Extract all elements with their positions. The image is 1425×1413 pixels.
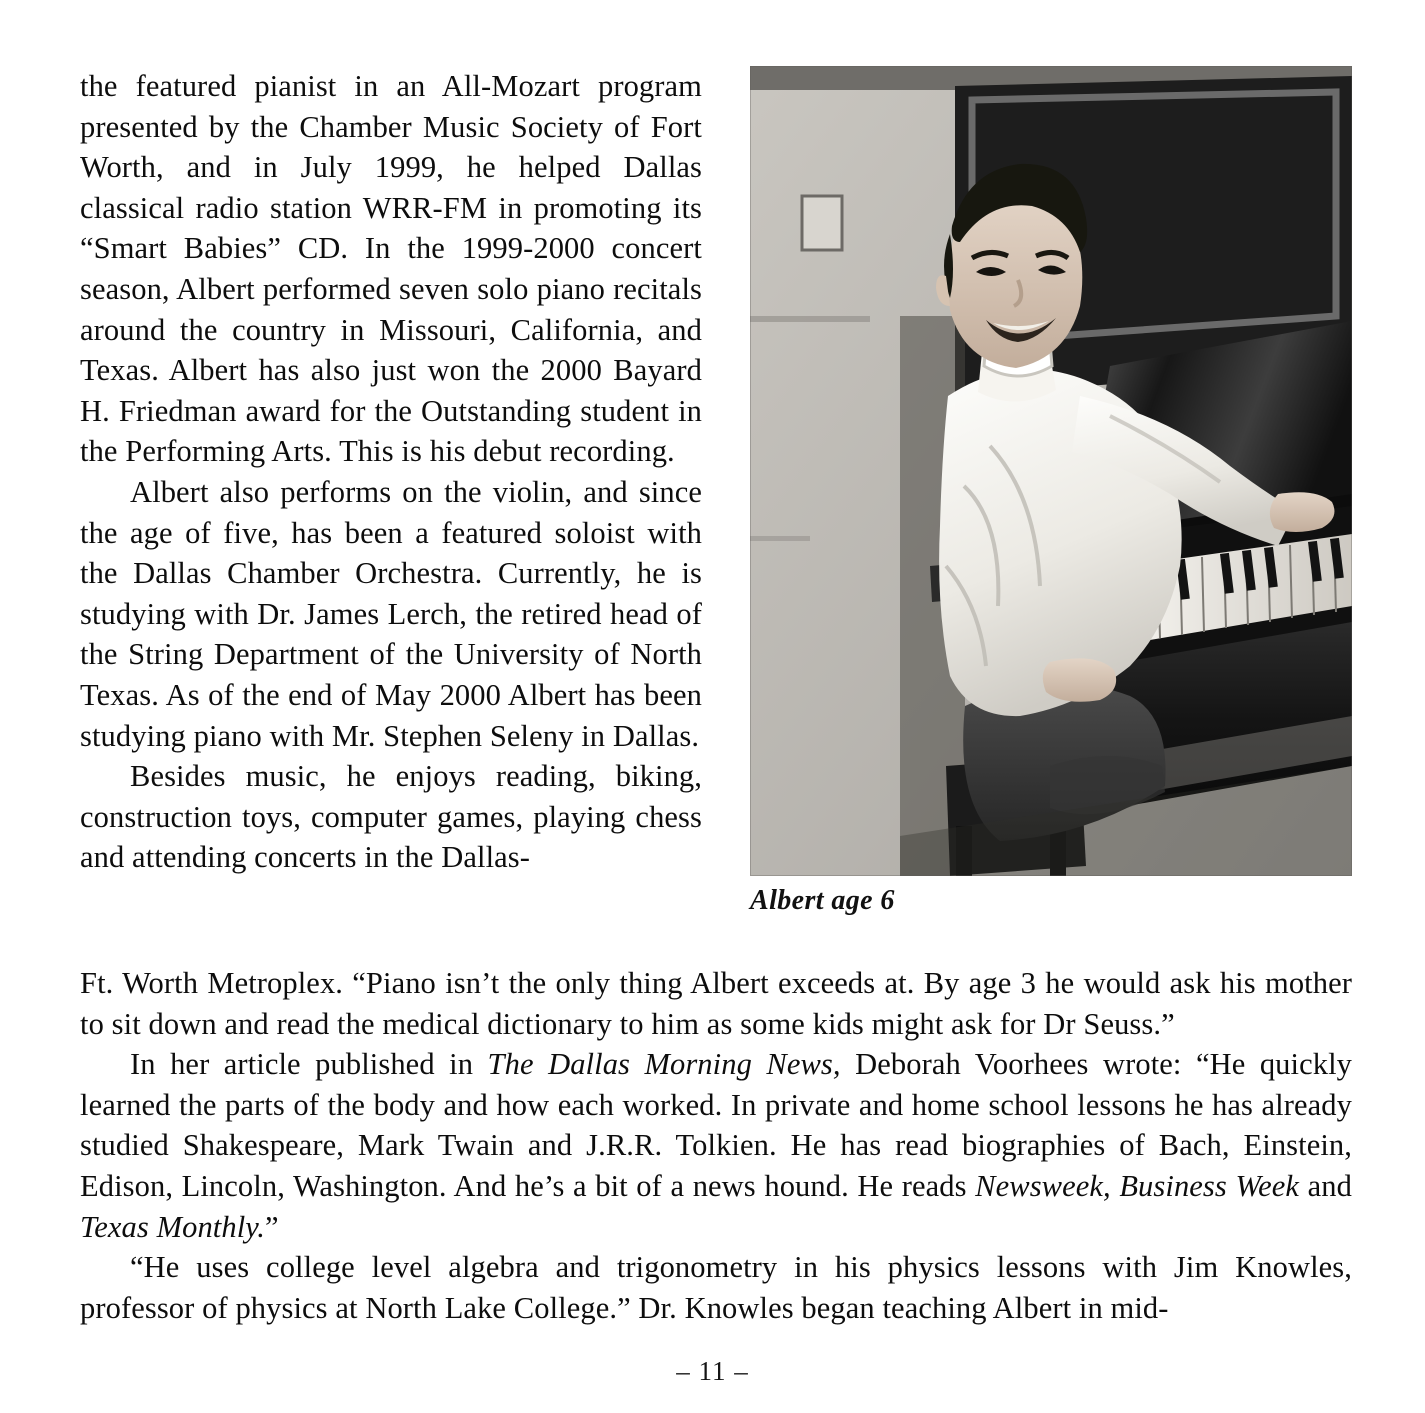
publication-title-texas-monthly: Texas Monthly. (80, 1209, 265, 1244)
paragraph-violin: Albert also performs on the violin, and since the age of five, has been a featured soloist with the Dallas Chamber Orchestra. Currently, he is studying with Dr. James Lerch, the retired head of the String Department of the University of North Texas. As of the end of May 2000 Albert has been studying piano with Mr. Stephen Seleny in Dallas. (80, 474, 702, 753)
text-run-1: In her article published in (130, 1047, 488, 1082)
text-run-3: and (1299, 1168, 1352, 1203)
publication-title-dallas-morning-news: The Dallas Morning News, (487, 1047, 841, 1082)
paragraph-dallas-morning-news (80, 1044, 1352, 1247)
figure-caption: Albert age 6 (750, 885, 895, 916)
paragraph-besides-music: Besides music, he enjoys reading, biking, construction toys, computer games, playing chess and attending concerts in the Dallas- (80, 759, 702, 875)
left-text-column (80, 66, 702, 878)
text-run-2: Deborah Voorhees wrote: “He quickly learned the parts of the body and how each worked. In private and home school lessons he has already studied Shakespeare, Mark Twain and J.R.R. Tolkien. He has read biographies of Bach, Einstein, Edison, Lincoln, Washington. And he’s a bit of a news hound. He reads (80, 1047, 1353, 1203)
publication-titles-newsweek-business-week: Newsweek, Business Week (975, 1168, 1300, 1203)
paragraph-metroplex-continued: Ft. Worth Metroplex. “Piano isn’t the only thing Albert exceeds at. By age 3 he would ask his mother to sit down and read the medical dictionary to him as some kids might ask for Dr Seuss.” (80, 966, 1352, 1041)
paragraph-physics-lessons: “He uses college level algebra and trigonometry in his physics lessons with Jim Knowles, professor of physics at North Lake College.” Dr. Knowles began teaching Albert in mid- (80, 1250, 1352, 1325)
photograph (750, 66, 1352, 876)
text-run-4: ” (264, 1209, 279, 1244)
full-width-text-zone (80, 963, 1352, 1328)
paragraph-continued-from-previous-page: the featured pianist in an All-Mozart program presented by the Chamber Music Society of Fort Worth, and in July 1999, he helped Dallas classical radio station WRR-FM in promoting its “Smart Babies” CD. In the 1999-2000 concert season, Albert performed seven solo piano recitals around the country in Missouri, California, and Texas. Albert has also just won the 2000 Bayard H. Friedman award for the Outstanding student in the Performing Arts. This is his debut recording. (80, 69, 702, 469)
figure-albert-age-6 (750, 66, 1352, 917)
top-two-column-zone (80, 66, 1352, 926)
page-number: – 11 – (676, 1356, 749, 1386)
